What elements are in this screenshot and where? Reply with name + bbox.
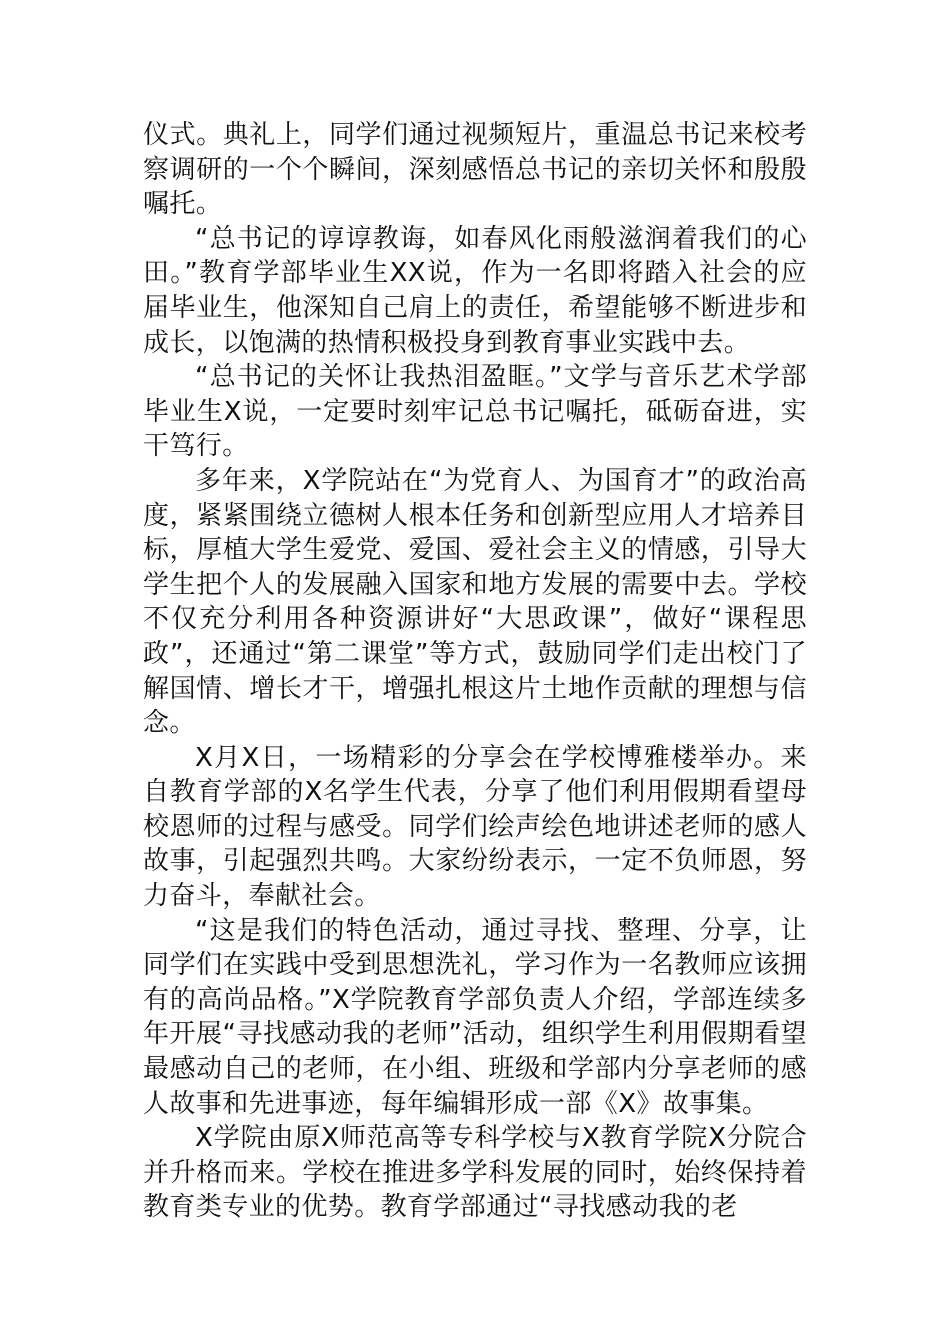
paragraph: 仪式。典礼上，同学们通过视频短片，重温总书记来校考察调研的一个个瞬间，深刻感悟总书记的亲切关怀和殷殷嘱托。 — [143, 120, 807, 220]
paragraph: “这是我们的特色活动，通过寻找、整理、分享，让同学们在实践中受到思想洗礼，学习作为一名教师应该拥有的高尚品格。”X学院教育学部负责人介绍，学部连续多年开展“寻找感动我的老师”活动，组织学生利用假期看望最感动自己的老师，在小组、班级和学部内分享老师的感人故事和先进事迹，每年编辑形成一部《X》故事集。 — [143, 915, 807, 1119]
paragraph: X月X日，一场精彩的分享会在学校博雅楼举办。来自教育学部的X名学生代表，分享了他们利用假期看望母校恩师的过程与感受。同学们绘声绘色地讲述老师的感人故事，引起强烈共鸣。大家纷纷表示，一定不负师恩，努力奋斗，奉献社会。 — [143, 742, 807, 912]
paragraph: “总书记的关怀让我热泪盈眶。”文学与音乐艺术学部毕业生X说，一定要时刻牢记总书记嘱托，砥砺奋进，实干笃行。 — [143, 362, 807, 462]
paragraph: “总书记的谆谆教诲，如春风化雨般滋润着我们的心田。”教育学部毕业生XX说，作为一名即将踏入社会的应届毕业生，他深知自己肩上的责任，希望能够不断进步和成长，以饱满的热情积极投身到教育事业实践中去。 — [143, 223, 807, 358]
document-body — [143, 118, 807, 1225]
paragraph: X学院由原X师范高等专科学校与X教育学院X分院合并升格而来。学校在推进多学科发展的同时，始终保持着教育类专业的优势。教育学部通过“寻找感动我的老 — [143, 1123, 807, 1223]
paragraph: 多年来，X学院站在“为党育人、为国育才”的政治高度，紧紧围绕立德树人根本任务和创新型应用人才培养目标，厚植大学生爱党、爱国、爱社会主义的情感，引导大学生把个人的发展融入国家和地方发展的需要中去。学校不仅充分利用各种资源讲好“大思政课”，做好“课程思政”，还通过“第二课堂”等方式，鼓励同学们走出校门了解国情、增长才干，增强扎根这片土地作贡献的理想与信念。 — [143, 465, 807, 739]
